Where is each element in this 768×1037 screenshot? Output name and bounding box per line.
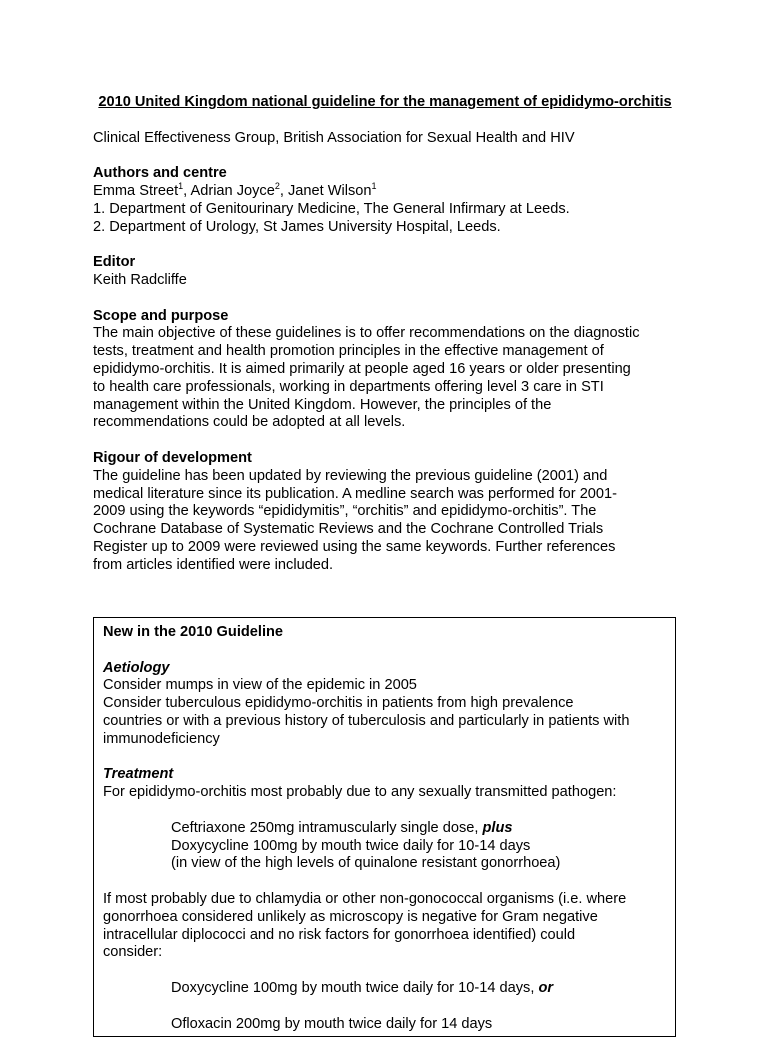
regimen-connector: plus bbox=[482, 819, 513, 836]
author-name: Emma Street bbox=[93, 182, 179, 199]
paragraph-line: to health care professionals, working in departments offering level 3 care in STI bbox=[93, 378, 604, 395]
regimen-line: Ceftriaxone 250mg intramuscularly single dose, plus bbox=[171, 819, 513, 836]
paragraph-line: epididymo-orchitis. It is aimed primarily at people aged 16 years or older presenting bbox=[93, 360, 631, 377]
regimen-line: Doxycycline 100mg by mouth twice daily for 10-14 days bbox=[171, 837, 531, 854]
author-affiliation-marker: 1 bbox=[178, 180, 184, 191]
treatment-heading: Treatment bbox=[103, 766, 174, 783]
paragraph-line: Cochrane Database of Systematic Reviews and the Cochrane Controlled Trials bbox=[93, 521, 604, 538]
affiliation-line: 2. Department of Urology, St James University Hospital, Leeds. bbox=[93, 218, 501, 235]
regimen-line: Doxycycline 100mg by mouth twice daily for 10-14 days, or bbox=[171, 979, 554, 996]
rigour-paragraph bbox=[93, 468, 693, 575]
aetiology-line: immunodeficiency bbox=[103, 730, 220, 747]
author-name: Adrian Joyce bbox=[190, 182, 275, 199]
paragraph-line: recommendations could be adopted at all levels. bbox=[93, 414, 406, 431]
document-page bbox=[93, 94, 693, 575]
aetiology-line: Consider tuberculous epididymo-orchitis in patients from high prevalence bbox=[103, 695, 574, 712]
chlamydia-line: intracellular diplococci and no risk factors for gonorrhoea identified) could bbox=[103, 926, 576, 943]
regimen-chlamydia bbox=[103, 980, 666, 1033]
regimen-line: Ofloxacin 200mg by mouth twice daily for 14 days bbox=[171, 1015, 493, 1032]
scope-paragraph bbox=[93, 325, 693, 432]
paragraph-line: tests, treatment and health promotion principles in the effective management of bbox=[93, 343, 604, 360]
aetiology-line: Consider mumps in view of the epidemic in 2005 bbox=[103, 677, 417, 694]
treatment-intro: For epididymo-orchitis most probably due to any sexually transmitted pathogen: bbox=[103, 784, 617, 801]
paragraph-line: 2009 using the keywords “epididymitis”, “orchitis” and epididymo-orchitis”. The bbox=[93, 503, 597, 520]
paragraph-line: Register up to 2009 were reviewed using the same keywords. Further references bbox=[93, 538, 616, 555]
scope-heading: Scope and purpose bbox=[93, 307, 229, 324]
rigour-heading: Rigour of development bbox=[93, 449, 252, 466]
author-affiliation-marker: 1 bbox=[371, 180, 377, 191]
paragraph-line: management within the United Kingdom. However, the principles of the bbox=[93, 396, 552, 413]
regimen-note: (in view of the high levels of quinalone resistant gonorrhoea) bbox=[171, 855, 561, 872]
paragraph-line: medical literature since its publication. A medline search was performed for 2001- bbox=[93, 485, 618, 502]
author-name: Janet Wilson bbox=[287, 182, 372, 199]
paragraph-line: The guideline has been updated by reviewing the previous guideline (2001) and bbox=[93, 467, 608, 484]
document-title: 2010 United Kingdom national guideline for the management of epididymo-orchitis bbox=[98, 94, 672, 110]
aetiology-heading: Aetiology bbox=[103, 659, 170, 676]
authors-heading: Authors and centre bbox=[93, 165, 227, 182]
publishing-group: Clinical Effectiveness Group, British Association for Sexual Health and HIV bbox=[93, 129, 575, 146]
chlamydia-line: If most probably due to chlamydia or other non-gonococcal organisms (i.e. where bbox=[103, 890, 627, 907]
chlamydia-line: consider: bbox=[103, 944, 163, 961]
new-in-guideline-box bbox=[93, 617, 676, 1037]
editor-heading: Editor bbox=[93, 254, 136, 271]
chlamydia-line: gonorrhoea considered unlikely as microscopy is negative for Gram negative bbox=[103, 908, 598, 925]
paragraph-line: The main objective of these guidelines is to offer recommendations on the diagnostic bbox=[93, 325, 640, 342]
box-heading: New in the 2010 Guideline bbox=[103, 624, 284, 640]
affiliation-line: 1. Department of Genitourinary Medicine, The General Infirmary at Leeds. bbox=[93, 200, 570, 217]
author-list: Emma Street$^1$, Adrian Joyce$^2$, Janet Wilson$^1$ bbox=[93, 180, 377, 199]
regimen-sti bbox=[103, 820, 666, 873]
regimen-connector: or bbox=[538, 979, 554, 996]
aetiology-line: countries or with a previous history of tuberculosis and particularly in patients with bbox=[103, 712, 630, 729]
editor-name: Keith Radcliffe bbox=[93, 271, 187, 288]
paragraph-line: from articles identified were included. bbox=[93, 556, 334, 573]
author-affiliation-marker: 2 bbox=[274, 180, 280, 191]
